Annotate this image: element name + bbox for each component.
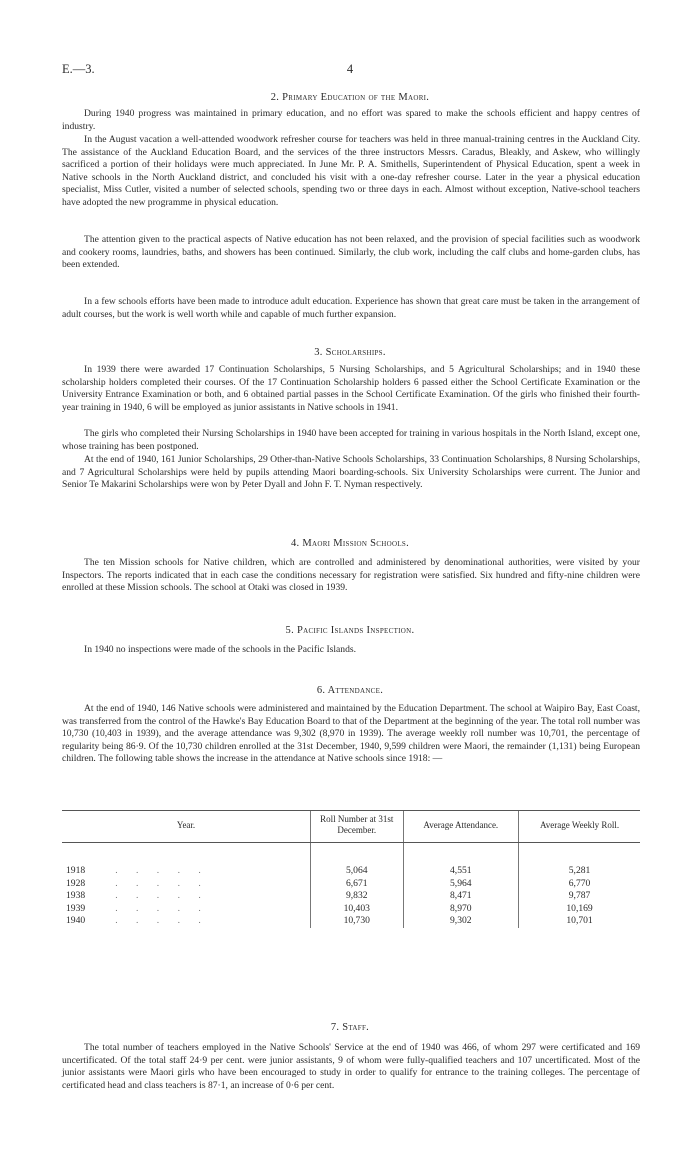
- table-row: [62, 890, 640, 903]
- attendance-cell: 5,964: [403, 878, 519, 891]
- weekly-roll-cell: 9,787: [519, 890, 640, 903]
- year-cell: 1918: [66, 865, 86, 876]
- column-header-weekly-roll: Average Weekly Roll.: [519, 811, 640, 843]
- section-heading-staff: 7. Staff.: [330, 1022, 370, 1033]
- paragraph: The attention given to the practical aspects of Native education has not been relaxed, and the provision of special facilities such as woodwork and cookery rooms, laundries, baths, and showers has been continued. Similarly, the club work, including the calf clubs and home-garden clubs, has been extended.: [62, 234, 640, 271]
- attendance-cell: 8,970: [403, 903, 519, 916]
- paragraph: At the end of 1940, 146 Native schools were administered and maintained by the Education Department. The school at Waipiro Bay, East Coast, was transferred from the control of the Hawke's Bay Education Board to that of the Department at the beginning of the year. The total roll number was 10,730 (10,403 in 1939), and the average attendance was 9,302 (8,970 in 1939). The average weekly roll number was 10,701, the percentage of regularity being 86·9. Of the 10,730 children enrolled at the 31st December, 1940, 9,599 children were Maori, the remainder (1,131) being European children. The following table shows the increase in the attendance at Native schools since 1918: —: [62, 703, 640, 765]
- attendance-cell: 8,471: [403, 890, 519, 903]
- paragraph: The total number of teachers employed in the Native Schools' Service at the end of 1940 was 466, of whom 297 were certificated and 169 uncertificated. Of the total staff 24·9 per cent. were junior assistants, 9 of whom were fully-qualified teachers and 107 uncertificated. Most of the junior assistants were Maori girls who have been encouraged to study in order to qualify for entrance to the training colleges. The percentage of certificated head and class teachers is 87·1, an increase of 0·6 per cent.: [62, 1042, 640, 1091]
- column-header-roll: Roll Number at 31st December.: [311, 811, 403, 843]
- year-cell: 1938: [66, 890, 86, 901]
- section-heading-primary-education: 2. Primary Education of the Maori.: [270, 92, 430, 103]
- paragraph: At the end of 1940, 161 Junior Scholarships, 29 Other-than-Native Schools Scholarships, 33 Continuation Scholarships, 8 Nursing Scholarships, and 7 Agricultural Scholarships were held by pupils attending Maori boarding-schools. Six University Scholarships were current. The Junior and Senior Te Makarini Scholarships were won by Peter Dyall and John F. T. Nyman respectively.: [62, 454, 640, 491]
- paragraph: In the August vacation a well-attended woodwork refresher course for teachers was held in three manual-training centres in the Auckland City. The assistance of the Auckland Education Board, and the services of the three instructors Messrs. Caradus, Bleakly, and Askew, who willingly sacrificed a portion of their holidays were much appreciated. In June Mr. P. A. Smithells, Superintendent of Physical Education, spent a week in Native schools in the North Auckland district, and concluded his visit with a one-day refresher course. Later in the year a physical education specialist, Miss Cutler, visited a number of selected schools, spending two or three days in each. Almost without exception, Native-school teachers have adopted the new programme in physical education.: [62, 134, 640, 208]
- dot-leader: . . . . .: [115, 902, 209, 914]
- table-row: [62, 903, 640, 916]
- roll-cell: 10,403: [311, 903, 403, 916]
- paragraph: The ten Mission schools for Native children, which are controlled and administered by denominational authorities, were visited by your Inspectors. The reports indicated that in each case the conditions necessary for registration were satisfied. Six hundred and fifty-nine children were enrolled at these Mission schools. The school at Otaki was closed in 1939.: [62, 557, 640, 594]
- dot-leader: . . . . .: [115, 877, 209, 889]
- attendance-table: [62, 810, 640, 928]
- column-header-year: Year.: [62, 811, 311, 843]
- dot-leader: . . . . .: [115, 915, 209, 926]
- table-row: [62, 878, 640, 891]
- section-heading-scholarships: 3. Scholarships.: [314, 347, 386, 358]
- paragraph: In 1939 there were awarded 17 Continuation Scholarships, 5 Nursing Scholarships, and 5 Agricultural Scholarships; and in 1940 these scholarship holders completed their courses. Of the 17 Continuation Scholarship holders 6 passed either the School Certificate Examination or the University Entrance Examination or both, and 6 obtained partial passes in the School Certificate Examination. Of the girls who finished their fourth-year training in 1940, 6 will be employed as junior assistants in Native schools in 1941.: [62, 364, 640, 413]
- dot-leader: . . . . .: [115, 890, 209, 901]
- year-cell: 1939: [66, 902, 86, 914]
- table-header-row: [62, 811, 640, 843]
- weekly-roll-cell: 10,701: [519, 915, 640, 928]
- weekly-roll-cell: 5,281: [519, 865, 640, 878]
- year-cell: 1940: [66, 915, 86, 926]
- roll-cell: 5,064: [311, 865, 403, 878]
- paragraph: In a few schools efforts have been made to introduce adult education. Experience has shown that great care must be taken in the arrangement of adult courses, but the work is well worth while and capable of much further expansion.: [62, 296, 640, 320]
- table-row: [62, 915, 640, 928]
- section-heading-pacific-islands: 5. Pacific Islands Inspection.: [285, 625, 415, 636]
- table-row: [62, 865, 640, 878]
- year-cell: 1928: [66, 877, 86, 889]
- section-heading-attendance: 6. Attendance.: [316, 685, 384, 696]
- roll-cell: 6,671: [311, 878, 403, 891]
- attendance-cell: 9,302: [403, 915, 519, 928]
- page-number: 4: [346, 62, 354, 76]
- report-reference: E.—3.: [62, 62, 95, 76]
- dot-leader: . . . . .: [115, 865, 209, 876]
- weekly-roll-cell: 10,169: [519, 903, 640, 916]
- paragraph: In 1940 no inspections were made of the schools in the Pacific Islands.: [84, 644, 357, 655]
- attendance-cell: 4,551: [403, 865, 519, 878]
- paragraph: The girls who completed their Nursing Scholarships in 1940 have been accepted for training in various hospitals in the North Island, except one, whose training has been postponed.: [62, 428, 640, 452]
- paragraph: During 1940 progress was maintained in primary education, and no effort was spared to make the schools efficient and happy centres of industry.: [62, 108, 640, 132]
- weekly-roll-cell: 6,770: [519, 878, 640, 891]
- roll-cell: 10,730: [311, 915, 403, 928]
- roll-cell: 9,832: [311, 890, 403, 903]
- section-heading-mission-schools: 4. Maori Mission Schools.: [290, 538, 410, 549]
- column-header-attendance: Average Attendance.: [403, 811, 519, 843]
